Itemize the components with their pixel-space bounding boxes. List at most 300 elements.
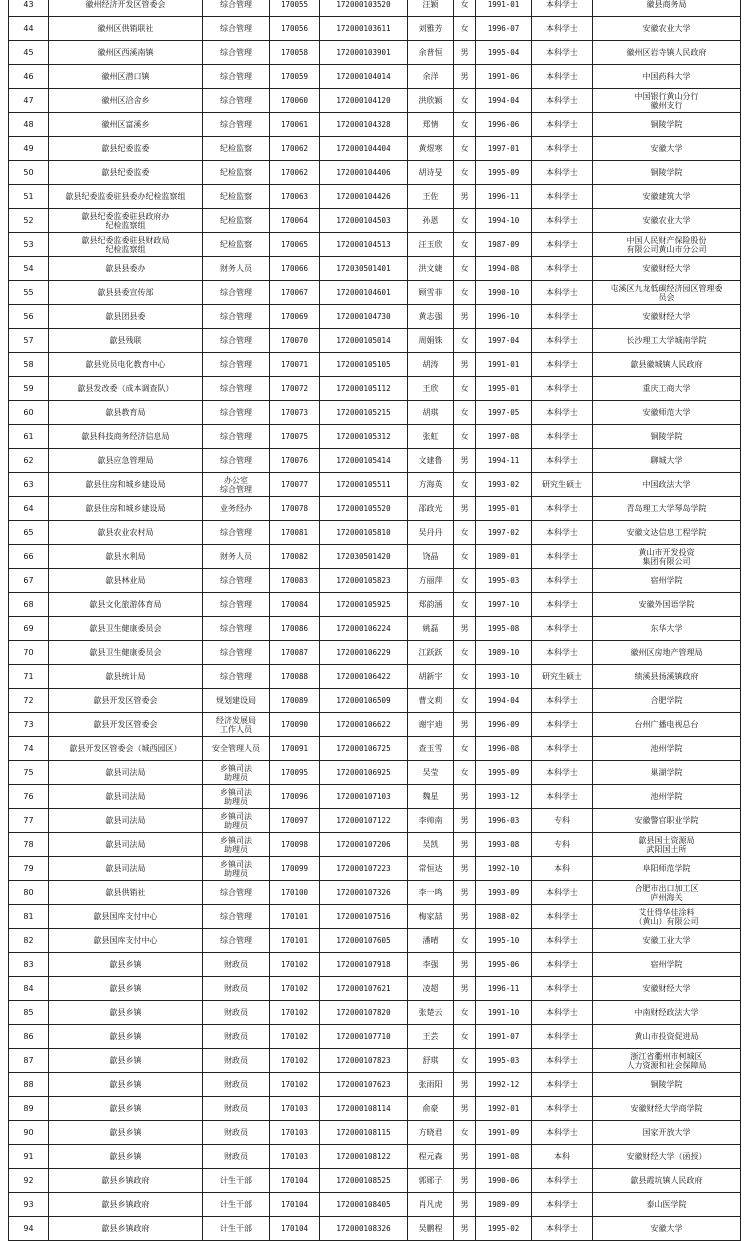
position-cell: 财政员 xyxy=(203,1121,270,1145)
workplace-cell: 巢湖学院 xyxy=(593,761,741,785)
workplace-cell: 安徽大学 xyxy=(593,1217,741,1241)
unit-cell: 歙县乡镇 xyxy=(49,1001,203,1025)
birth-cell: 1997-01 xyxy=(476,137,532,161)
name-cell: 汪玉欣 xyxy=(408,233,454,257)
birth-cell: 1991-08 xyxy=(476,1145,532,1169)
workplace-cell: 安徽农业大学 xyxy=(593,17,741,41)
seq-cell: 71 xyxy=(9,665,49,689)
gender-cell: 女 xyxy=(454,17,476,41)
unit-cell: 歙县开发区管委会 xyxy=(49,713,203,737)
position-code-cell: 170065 xyxy=(270,233,320,257)
exam-id-cell: 172000107122 xyxy=(320,809,408,833)
gender-cell: 男 xyxy=(454,1073,476,1097)
workplace-cell: 长沙理工大学城南学院 xyxy=(593,329,741,353)
exam-id-cell: 172000104406 xyxy=(320,161,408,185)
workplace-cell: 歙县国土资源局 武阳国土所 xyxy=(593,833,741,857)
gender-cell: 女 xyxy=(454,209,476,233)
position-code-cell: 170104 xyxy=(270,1217,320,1241)
table-row xyxy=(9,281,741,305)
position-cell: 纪检监察 xyxy=(203,233,270,257)
unit-cell: 徽州区富溪乡 xyxy=(49,113,203,137)
education-cell: 本科学士 xyxy=(532,1193,593,1217)
seq-cell: 69 xyxy=(9,617,49,641)
table-row xyxy=(9,641,741,665)
position-cell: 财政员 xyxy=(203,1145,270,1169)
position-cell: 综合管理 xyxy=(203,593,270,617)
seq-cell: 61 xyxy=(9,425,49,449)
unit-cell: 歙县农业农村局 xyxy=(49,521,203,545)
position-cell: 综合管理 xyxy=(203,113,270,137)
birth-cell: 1997-04 xyxy=(476,329,532,353)
education-cell: 本科学士 xyxy=(532,425,593,449)
gender-cell: 男 xyxy=(454,617,476,641)
unit-cell: 歙县乡镇 xyxy=(49,953,203,977)
table-row xyxy=(9,521,741,545)
unit-cell: 歙县司法局 xyxy=(49,809,203,833)
table-body xyxy=(9,0,741,1241)
education-cell: 研究生硕士 xyxy=(532,665,593,689)
name-cell: 肖凡虎 xyxy=(408,1193,454,1217)
unit-cell: 歙县纪委监委驻县政府办 纪检监察组 xyxy=(49,209,203,233)
table-row xyxy=(9,713,741,737)
table-row xyxy=(9,65,741,89)
exam-id-cell: 172000107206 xyxy=(320,833,408,857)
education-cell: 专科 xyxy=(532,809,593,833)
exam-id-cell: 172000107623 xyxy=(320,1073,408,1097)
seq-cell: 75 xyxy=(9,761,49,785)
position-cell: 乡镇司法 助理员 xyxy=(203,809,270,833)
workplace-cell: 安徽农业大学 xyxy=(593,209,741,233)
gender-cell: 男 xyxy=(454,905,476,929)
birth-cell: 1996-09 xyxy=(476,713,532,737)
education-cell: 本科学士 xyxy=(532,257,593,281)
education-cell: 本科学士 xyxy=(532,353,593,377)
education-cell: 本科学士 xyxy=(532,0,593,17)
unit-cell: 歙县国库支付中心 xyxy=(49,905,203,929)
birth-cell: 1995-03 xyxy=(476,1049,532,1073)
workplace-cell: 安徽财经大学 xyxy=(593,257,741,281)
table-row xyxy=(9,953,741,977)
name-cell: 梅家喆 xyxy=(408,905,454,929)
position-code-cell: 170067 xyxy=(270,281,320,305)
name-cell: 胡诗旻 xyxy=(408,161,454,185)
gender-cell: 女 xyxy=(454,233,476,257)
birth-cell: 1997-10 xyxy=(476,593,532,617)
name-cell: 黄志强 xyxy=(408,305,454,329)
position-code-cell: 170082 xyxy=(270,545,320,569)
gender-cell: 男 xyxy=(454,713,476,737)
birth-cell: 1997-08 xyxy=(476,425,532,449)
workplace-cell: 泰山医学院 xyxy=(593,1193,741,1217)
workplace-cell: 东华大学 xyxy=(593,617,741,641)
name-cell: 王芸 xyxy=(408,1025,454,1049)
exam-id-cell: 172000106422 xyxy=(320,665,408,689)
birth-cell: 1997-02 xyxy=(476,521,532,545)
name-cell: 查玉雪 xyxy=(408,737,454,761)
position-code-cell: 170063 xyxy=(270,185,320,209)
education-cell: 专科 xyxy=(532,833,593,857)
name-cell: 饶晶 xyxy=(408,545,454,569)
exam-id-cell: 172000104730 xyxy=(320,305,408,329)
gender-cell: 女 xyxy=(454,1121,476,1145)
education-cell: 本科学士 xyxy=(532,545,593,569)
gender-cell: 男 xyxy=(454,785,476,809)
education-cell: 本科学士 xyxy=(532,449,593,473)
gender-cell: 男 xyxy=(454,1193,476,1217)
workplace-cell: 宿州学院 xyxy=(593,569,741,593)
position-cell: 财政员 xyxy=(203,1001,270,1025)
gender-cell: 男 xyxy=(454,449,476,473)
name-cell: 吴莹 xyxy=(408,761,454,785)
position-code-cell: 170102 xyxy=(270,1025,320,1049)
seq-cell: 50 xyxy=(9,161,49,185)
position-cell: 计生干部 xyxy=(203,1217,270,1241)
position-code-cell: 170088 xyxy=(270,665,320,689)
exam-id-cell: 172000107918 xyxy=(320,953,408,977)
name-cell: 汪颖 xyxy=(408,0,454,17)
gender-cell: 女 xyxy=(454,137,476,161)
workplace-cell: 艾仕得华佳涂料 （黄山）有限公司 xyxy=(593,905,741,929)
table-row xyxy=(9,737,741,761)
table-row xyxy=(9,329,741,353)
exam-id-cell: 172000106229 xyxy=(320,641,408,665)
exam-id-cell: 172000106622 xyxy=(320,713,408,737)
gender-cell: 男 xyxy=(454,1097,476,1121)
education-cell: 本科学士 xyxy=(532,209,593,233)
position-cell: 综合管理 xyxy=(203,89,270,113)
seq-cell: 87 xyxy=(9,1049,49,1073)
name-cell: 余普恒 xyxy=(408,41,454,65)
position-cell: 财政员 xyxy=(203,1049,270,1073)
unit-cell: 徽州经济开发区管委会 xyxy=(49,0,203,17)
table-row xyxy=(9,1001,741,1025)
position-code-cell: 170104 xyxy=(270,1169,320,1193)
position-code-cell: 170077 xyxy=(270,473,320,497)
name-cell: 洪欣颖 xyxy=(408,89,454,113)
seq-cell: 49 xyxy=(9,137,49,161)
position-cell: 综合管理 xyxy=(203,665,270,689)
gender-cell: 女 xyxy=(454,473,476,497)
workplace-cell: 铜陵学院 xyxy=(593,1073,741,1097)
seq-cell: 67 xyxy=(9,569,49,593)
education-cell: 本科学士 xyxy=(532,1169,593,1193)
birth-cell: 1995-03 xyxy=(476,569,532,593)
seq-cell: 60 xyxy=(9,401,49,425)
unit-cell: 歙县纪委监委 xyxy=(49,137,203,161)
table-row xyxy=(9,137,741,161)
position-code-cell: 170069 xyxy=(270,305,320,329)
birth-cell: 1996-06 xyxy=(476,113,532,137)
position-cell: 综合管理 xyxy=(203,377,270,401)
seq-cell: 74 xyxy=(9,737,49,761)
exam-id-cell: 172000105520 xyxy=(320,497,408,521)
position-cell: 综合管理 xyxy=(203,305,270,329)
table-row xyxy=(9,905,741,929)
exam-id-cell: 172000105810 xyxy=(320,521,408,545)
position-code-cell: 170101 xyxy=(270,929,320,953)
workplace-cell: 黄山市开发投资 集团有限公司 xyxy=(593,545,741,569)
exam-id-cell: 172000105511 xyxy=(320,473,408,497)
exam-id-cell: 172000103611 xyxy=(320,17,408,41)
unit-cell: 歙县教育局 xyxy=(49,401,203,425)
table-row xyxy=(9,689,741,713)
position-code-cell: 170084 xyxy=(270,593,320,617)
education-cell: 本科学士 xyxy=(532,737,593,761)
exam-id-cell: 172000108122 xyxy=(320,1145,408,1169)
gender-cell: 男 xyxy=(454,1217,476,1241)
workplace-cell: 绩溪县扬溪镇政府 xyxy=(593,665,741,689)
name-cell: 张楚云 xyxy=(408,1001,454,1025)
seq-cell: 76 xyxy=(9,785,49,809)
position-cell: 综合管理 xyxy=(203,17,270,41)
unit-cell: 歙县乡镇 xyxy=(49,1121,203,1145)
exam-id-cell: 172000108525 xyxy=(320,1169,408,1193)
gender-cell: 男 xyxy=(454,977,476,1001)
name-cell: 洪文婕 xyxy=(408,257,454,281)
position-code-cell: 170072 xyxy=(270,377,320,401)
education-cell: 本科学士 xyxy=(532,1049,593,1073)
table-row xyxy=(9,89,741,113)
seq-cell: 64 xyxy=(9,497,49,521)
exam-id-cell: 172000104601 xyxy=(320,281,408,305)
gender-cell: 女 xyxy=(454,257,476,281)
table-row xyxy=(9,0,741,17)
education-cell: 本科学士 xyxy=(532,233,593,257)
education-cell: 本科学士 xyxy=(532,329,593,353)
birth-cell: 1994-08 xyxy=(476,257,532,281)
birth-cell: 1996-03 xyxy=(476,809,532,833)
unit-cell: 歙县纪委监委驻县委办纪检监察组 xyxy=(49,185,203,209)
seq-cell: 73 xyxy=(9,713,49,737)
education-cell: 本科学士 xyxy=(532,1001,593,1025)
education-cell: 本科学士 xyxy=(532,185,593,209)
position-cell: 综合管理 xyxy=(203,281,270,305)
position-cell: 办公室 综合管理 xyxy=(203,473,270,497)
position-code-cell: 170073 xyxy=(270,401,320,425)
education-cell: 本科学士 xyxy=(532,497,593,521)
unit-cell: 歙县发改委（成本调查队） xyxy=(49,377,203,401)
position-cell: 综合管理 xyxy=(203,425,270,449)
seq-cell: 63 xyxy=(9,473,49,497)
workplace-cell: 歙县徽城镇人民政府 xyxy=(593,353,741,377)
education-cell: 本科学士 xyxy=(532,881,593,905)
birth-cell: 1987-09 xyxy=(476,233,532,257)
position-code-cell: 170099 xyxy=(270,857,320,881)
position-cell: 经济发展局 工作人员 xyxy=(203,713,270,737)
birth-cell: 1991-01 xyxy=(476,353,532,377)
workplace-cell: 台州广播电视总台 xyxy=(593,713,741,737)
position-code-cell: 170075 xyxy=(270,425,320,449)
birth-cell: 1988-02 xyxy=(476,905,532,929)
seq-cell: 90 xyxy=(9,1121,49,1145)
position-cell: 安全管理人员 xyxy=(203,737,270,761)
table-row xyxy=(9,833,741,857)
workplace-cell: 宿州学院 xyxy=(593,953,741,977)
position-code-cell: 170100 xyxy=(270,881,320,905)
education-cell: 本科学士 xyxy=(532,953,593,977)
table-row xyxy=(9,401,741,425)
name-cell: 王佐 xyxy=(408,185,454,209)
unit-cell: 歙县卫生健康委员会 xyxy=(49,641,203,665)
unit-cell: 歙县开发区管委会（城西园区） xyxy=(49,737,203,761)
position-code-cell: 170103 xyxy=(270,1121,320,1145)
position-code-cell: 170104 xyxy=(270,1193,320,1217)
position-code-cell: 170102 xyxy=(270,977,320,1001)
education-cell: 本科学士 xyxy=(532,41,593,65)
unit-cell: 歙县乡镇政府 xyxy=(49,1193,203,1217)
name-cell: 吴凯 xyxy=(408,833,454,857)
birth-cell: 1996-10 xyxy=(476,305,532,329)
name-cell: 王欣 xyxy=(408,377,454,401)
name-cell: 谢宇迪 xyxy=(408,713,454,737)
exam-id-cell: 172000105925 xyxy=(320,593,408,617)
birth-cell: 1997-05 xyxy=(476,401,532,425)
table-row xyxy=(9,473,741,497)
unit-cell: 歙县开发区管委会 xyxy=(49,689,203,713)
gender-cell: 女 xyxy=(454,545,476,569)
position-code-cell: 170087 xyxy=(270,641,320,665)
gender-cell: 男 xyxy=(454,857,476,881)
name-cell: 张雨阳 xyxy=(408,1073,454,1097)
position-code-cell: 170103 xyxy=(270,1145,320,1169)
education-cell: 本科学士 xyxy=(532,929,593,953)
seq-cell: 65 xyxy=(9,521,49,545)
exam-id-cell: 172000106725 xyxy=(320,737,408,761)
position-code-cell: 170102 xyxy=(270,953,320,977)
birth-cell: 1994-10 xyxy=(476,209,532,233)
name-cell: 李帅南 xyxy=(408,809,454,833)
birth-cell: 1992-12 xyxy=(476,1073,532,1097)
education-cell: 本科学士 xyxy=(532,377,593,401)
exam-id-cell: 172000107605 xyxy=(320,929,408,953)
table-row xyxy=(9,569,741,593)
exam-id-cell: 172000107516 xyxy=(320,905,408,929)
gender-cell: 男 xyxy=(454,881,476,905)
seq-cell: 45 xyxy=(9,41,49,65)
name-cell: 周娟铢 xyxy=(408,329,454,353)
position-cell: 业务经办 xyxy=(203,497,270,521)
exam-id-cell: 172000107223 xyxy=(320,857,408,881)
education-cell: 本科学士 xyxy=(532,137,593,161)
birth-cell: 1992-01 xyxy=(476,1097,532,1121)
education-cell: 本科学士 xyxy=(532,977,593,1001)
workplace-cell: 合肥学院 xyxy=(593,689,741,713)
name-cell: 胡涛 xyxy=(408,353,454,377)
gender-cell: 女 xyxy=(454,689,476,713)
workplace-cell: 安徽建筑大学 xyxy=(593,185,741,209)
table-row xyxy=(9,497,741,521)
exam-id-cell: 172000104404 xyxy=(320,137,408,161)
birth-cell: 1990-10 xyxy=(476,281,532,305)
exam-id-cell: 172000105215 xyxy=(320,401,408,425)
workplace-cell: 国家开放大学 xyxy=(593,1121,741,1145)
name-cell: 郑情 xyxy=(408,113,454,137)
education-cell: 本科学士 xyxy=(532,593,593,617)
table-row xyxy=(9,1145,741,1169)
position-cell: 财务人员 xyxy=(203,257,270,281)
name-cell: 郑韵涵 xyxy=(408,593,454,617)
name-cell: 江跃跃 xyxy=(408,641,454,665)
position-code-cell: 170097 xyxy=(270,809,320,833)
seq-cell: 80 xyxy=(9,881,49,905)
name-cell: 顾雪菲 xyxy=(408,281,454,305)
seq-cell: 62 xyxy=(9,449,49,473)
seq-cell: 51 xyxy=(9,185,49,209)
education-cell: 本科学士 xyxy=(532,713,593,737)
name-cell: 方海英 xyxy=(408,473,454,497)
birth-cell: 1995-10 xyxy=(476,929,532,953)
education-cell: 本科学士 xyxy=(532,305,593,329)
gender-cell: 女 xyxy=(454,641,476,665)
exam-id-cell: 172000108115 xyxy=(320,1121,408,1145)
position-cell: 综合管理 xyxy=(203,401,270,425)
position-cell: 综合管理 xyxy=(203,929,270,953)
unit-cell: 歙县住房和城乡建设局 xyxy=(49,497,203,521)
unit-cell: 歙县乡镇 xyxy=(49,1073,203,1097)
table-row xyxy=(9,1217,741,1241)
education-cell: 本科学士 xyxy=(532,281,593,305)
unit-cell: 歙县司法局 xyxy=(49,833,203,857)
position-code-cell: 170076 xyxy=(270,449,320,473)
position-code-cell: 170066 xyxy=(270,257,320,281)
exam-id-cell: 172000103520 xyxy=(320,0,408,17)
birth-cell: 1996-11 xyxy=(476,185,532,209)
position-cell: 综合管理 xyxy=(203,905,270,929)
position-code-cell: 170055 xyxy=(270,0,320,17)
name-cell: 孙恩 xyxy=(408,209,454,233)
position-code-cell: 170060 xyxy=(270,89,320,113)
birth-cell: 1989-10 xyxy=(476,641,532,665)
gender-cell: 男 xyxy=(454,953,476,977)
gender-cell: 男 xyxy=(454,65,476,89)
name-cell: 李强 xyxy=(408,953,454,977)
unit-cell: 歙县供销社 xyxy=(49,881,203,905)
unit-cell: 歙县乡镇政府 xyxy=(49,1169,203,1193)
position-code-cell: 170101 xyxy=(270,905,320,929)
workplace-cell: 安徽财经大学 xyxy=(593,305,741,329)
seq-cell: 81 xyxy=(9,905,49,929)
gender-cell: 男 xyxy=(454,833,476,857)
position-cell: 纪检监察 xyxy=(203,137,270,161)
table-row xyxy=(9,881,741,905)
workplace-cell: 中国人民财产保险股份 有限公司黄山市分公司 xyxy=(593,233,741,257)
exam-id-cell: 172000105105 xyxy=(320,353,408,377)
birth-cell: 1996-07 xyxy=(476,17,532,41)
table-row xyxy=(9,185,741,209)
workplace-cell: 安徽警官职业学院 xyxy=(593,809,741,833)
unit-cell: 歙县团县委 xyxy=(49,305,203,329)
gender-cell: 女 xyxy=(454,737,476,761)
birth-cell: 1989-01 xyxy=(476,545,532,569)
seq-cell: 88 xyxy=(9,1073,49,1097)
position-cell: 财政员 xyxy=(203,1097,270,1121)
position-cell: 综合管理 xyxy=(203,353,270,377)
exam-id-cell: 172000105014 xyxy=(320,329,408,353)
table-row xyxy=(9,593,741,617)
unit-cell: 歙县司法局 xyxy=(49,761,203,785)
workplace-cell: 中国药科大学 xyxy=(593,65,741,89)
gender-cell: 男 xyxy=(454,1145,476,1169)
position-code-cell: 170062 xyxy=(270,137,320,161)
position-code-cell: 170071 xyxy=(270,353,320,377)
gender-cell: 女 xyxy=(454,593,476,617)
name-cell: 胡琪 xyxy=(408,401,454,425)
table-row xyxy=(9,545,741,569)
table-row xyxy=(9,1121,741,1145)
workplace-cell: 安徽财经大学 xyxy=(593,977,741,1001)
table-row xyxy=(9,1097,741,1121)
exam-id-cell: 172000104513 xyxy=(320,233,408,257)
